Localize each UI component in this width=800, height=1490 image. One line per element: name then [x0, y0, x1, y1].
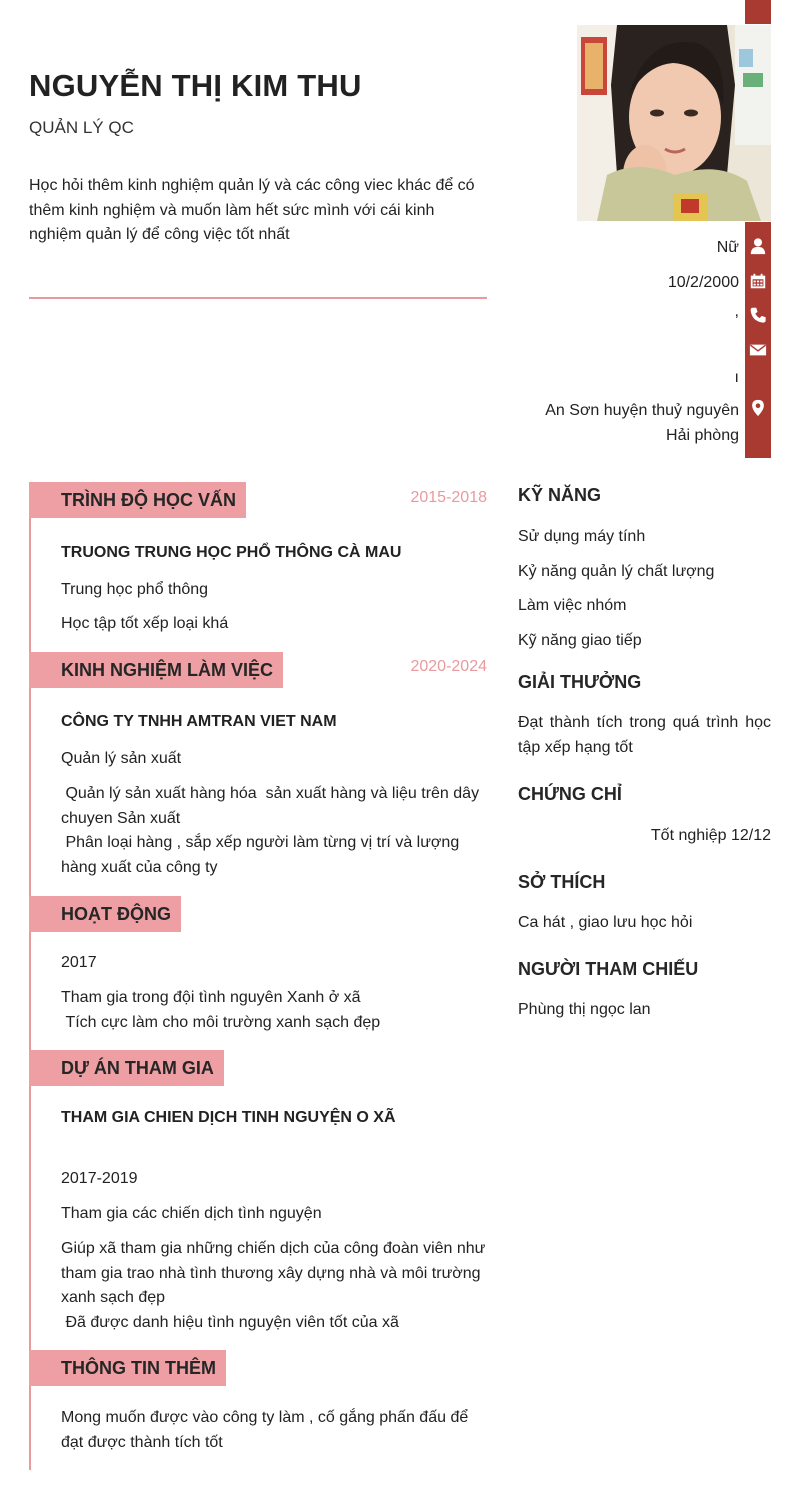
timeline-line: [29, 482, 31, 1470]
experience-position: Quản lý sản xuất: [61, 750, 182, 767]
activity-desc-line: Tham gia trong đội tình nguyên Xanh ở xã: [61, 989, 361, 1006]
skill-item: Sử dụng máy tính: [518, 528, 646, 545]
contact-birthdate: 10/2/2000: [667, 274, 739, 291]
section-header-certificates: CHỨNG CHỈ: [518, 784, 622, 804]
skill-item: Làm việc nhóm: [518, 597, 627, 614]
section-header-projects: DỰ ÁN THAM GIA: [29, 1050, 224, 1086]
section-header-experience: KINH NGHIỆM LÀM VIỆC: [29, 652, 283, 688]
project-name: THAM GIA CHIEN DỊCH TINH NGUYỆN O XÃ: [61, 1109, 396, 1126]
education-detail: Học tập tốt xếp loại khá: [61, 615, 229, 632]
location-icon: [748, 398, 768, 418]
section-header-education: TRÌNH ĐỘ HỌC VẤN: [29, 482, 246, 518]
skill-item: Kỷ năng quản lý chất lượng: [518, 563, 715, 580]
contact-phone: ,: [734, 303, 739, 320]
experience-description: [61, 782, 491, 880]
contact-address: [545, 399, 739, 448]
address-line-2: Hải phòng: [666, 426, 739, 444]
experience-date: 2020-2024: [410, 658, 487, 675]
address-line-1: An Sơn huyện thuỷ nguyên: [545, 402, 739, 419]
project-description: [61, 1237, 491, 1335]
hobby-text: Ca hát , giao lưu học hỏi: [518, 914, 693, 931]
experience-company: CÔNG TY TNHH AMTRAN VIET NAM: [61, 713, 337, 730]
project-period: 2017-2019: [61, 1170, 138, 1187]
user-icon: [748, 236, 768, 256]
certificate-text: Tốt nghiệp 12/12: [650, 827, 771, 844]
activity-description: [61, 986, 491, 1035]
skill-item: Kỹ năng giao tiếp: [518, 632, 642, 649]
accent-strip-top: [745, 0, 771, 24]
contact-gender: Nữ: [716, 239, 739, 256]
phone-icon: [748, 305, 768, 325]
job-title: QUẢN LÝ QC: [29, 118, 134, 137]
section-header-activities: HOẠT ĐỘNG: [29, 896, 181, 932]
additional-text: Mong muốn được vào công ty làm , cố gắng phấn đấu để đạt được thành tích tốt: [61, 1409, 469, 1451]
mail-icon: [748, 340, 768, 360]
section-header-awards: GIẢI THƯỞNG: [518, 672, 642, 692]
profile-photo: [577, 25, 771, 221]
calendar-icon: [748, 271, 768, 291]
award-text: Đạt thành tích trong quá trình học tập xếp hạng tốt: [518, 714, 771, 756]
section-header-skills: KỸ NĂNG: [518, 485, 602, 505]
section-header-additional: THÔNG TIN THÊM: [29, 1350, 226, 1386]
activity-desc-line: Tích cực làm cho môi trường xanh sạch đẹp: [61, 1013, 381, 1031]
project-desc-line: Giúp xã tham gia những chiến dịch của công đoàn viên như tham gia trao nhà tình thương xây dựng nhà và môi trường xanh sạch đẹp: [61, 1240, 490, 1306]
education-level: Trung học phổ thông: [61, 581, 209, 598]
section-header-references: NGƯỜI THAM CHIẾU: [518, 959, 699, 979]
candidate-name: NGUYỄN THỊ KIM THU: [29, 68, 362, 103]
activity-year: 2017: [61, 954, 97, 971]
education-school: TRUONG TRUNG HỌC PHỔ THÔNG CÀ MAU: [61, 544, 402, 561]
header-divider: [29, 297, 487, 299]
experience-desc-line: Phân loại hàng , sắp xếp người làm từng vị trí và lượng hàng xuất của công ty: [61, 834, 464, 876]
section-header-hobbies: SỞ THÍCH: [518, 872, 606, 892]
project-role: Tham gia các chiến dịch tình nguyện: [61, 1205, 322, 1222]
education-date: 2015-2018: [410, 489, 487, 506]
reference-text: Phùng thị ngọc lan: [518, 1001, 651, 1018]
contact-email: ı: [734, 369, 739, 386]
experience-desc-line: Quản lý sản xuất hàng hóa sản xuất hàng và liệu trên dây chuyen Sản xuất: [61, 785, 484, 827]
project-desc-line: Đã được danh hiệu tình nguyện viên tốt của xã: [61, 1313, 399, 1331]
career-objective: Học hỏi thêm kinh nghiệm quản lý và các công viec khác để có thêm kinh nghiệm và muốn làm hết sức mình với cái kinh nghiệm quản lý để công việc tốt nhất: [29, 177, 475, 243]
